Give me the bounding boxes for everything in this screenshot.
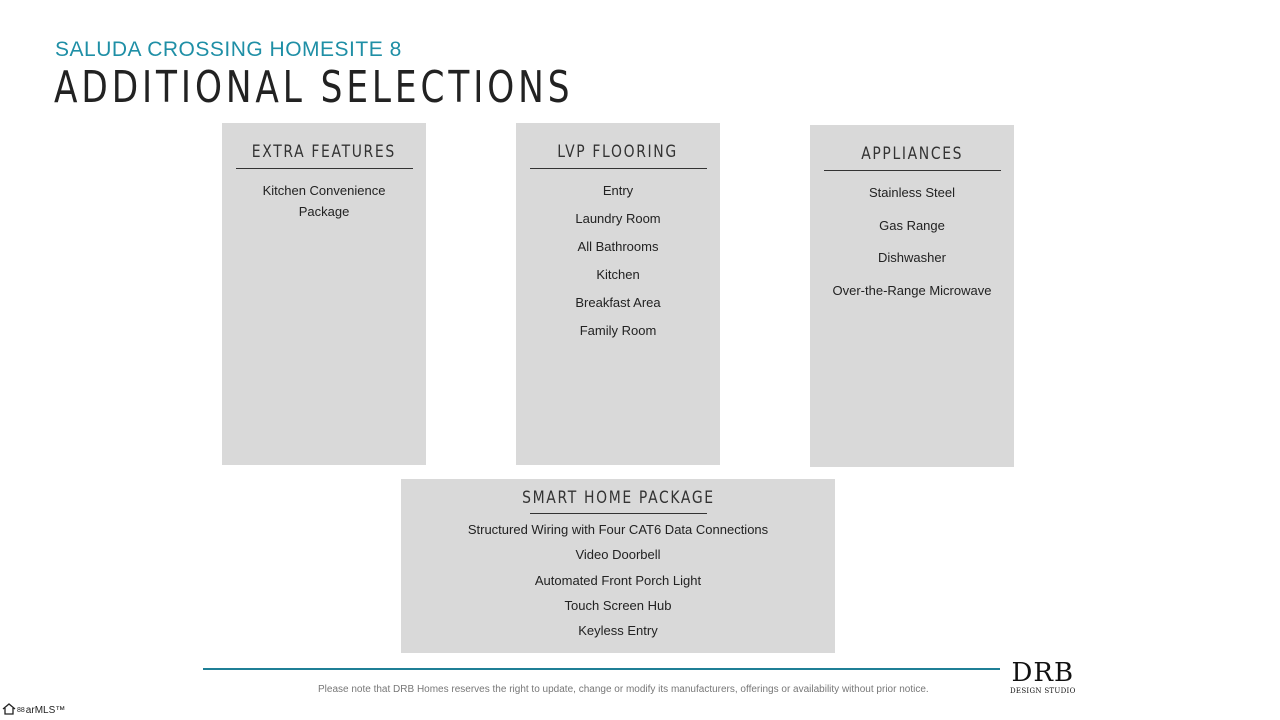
list-item: Package [298, 204, 350, 219]
panel-heading: LVP FLOORING [557, 142, 679, 162]
list-item: Video Doorbell [575, 547, 661, 563]
panel-heading: SMART HOME PACKAGE [521, 488, 715, 508]
list-item: Gas Range [879, 217, 945, 233]
house-icon [2, 703, 16, 718]
drb-design-studio-logo [1010, 660, 1076, 695]
page-subtitle: SALUDA CROSSING HOMESITE 8 [55, 38, 402, 61]
list-item: Automated Front Porch Light [534, 572, 702, 588]
list-item: Keyless Entry [578, 623, 658, 639]
heading-divider [530, 168, 707, 169]
list-item: Stainless Steel [869, 185, 955, 200]
heading-divider [530, 513, 707, 514]
panel-heading: EXTRA FEATURES [251, 142, 397, 162]
list-item: Structured Wiring with Four CAT6 Data Connections [467, 522, 769, 537]
panel-heading: APPLIANCES [861, 144, 963, 164]
watermark-prefix: 88 [17, 707, 25, 714]
logo-mark: DRB [1011, 658, 1075, 688]
list-item: Over-the-Range Microwave [832, 282, 992, 298]
extra-features-panel [222, 123, 426, 465]
list-item: Family Room [579, 323, 657, 338]
logo-subtitle: DESIGN STUDIO [1010, 687, 1076, 695]
list-item: Entry [602, 183, 634, 198]
list-item: Touch Screen Hub [564, 597, 672, 613]
disclaimer-text: Please note that DRB Homes reserves the right to update, change or modify its manufacturers, offerings or availability without prior notice. [318, 684, 929, 695]
list-item: Laundry Room [575, 211, 661, 226]
list-item: Kitchen Convenience [262, 183, 386, 198]
heading-divider [824, 170, 1001, 171]
smart-home-package-panel [401, 479, 835, 653]
list-item: Dishwasher [878, 250, 946, 265]
footer-divider [203, 668, 1000, 670]
lvp-flooring-panel [516, 123, 720, 465]
page-title: ADDITIONAL SELECTIONS [54, 62, 574, 113]
heading-divider [236, 168, 413, 169]
appliances-panel [810, 125, 1014, 467]
list-item: All Bathrooms [577, 239, 659, 254]
list-item: Breakfast Area [575, 295, 661, 310]
watermark-text: arMLS™ [25, 705, 66, 716]
mls-watermark [2, 703, 65, 718]
list-item: Kitchen [596, 267, 640, 282]
